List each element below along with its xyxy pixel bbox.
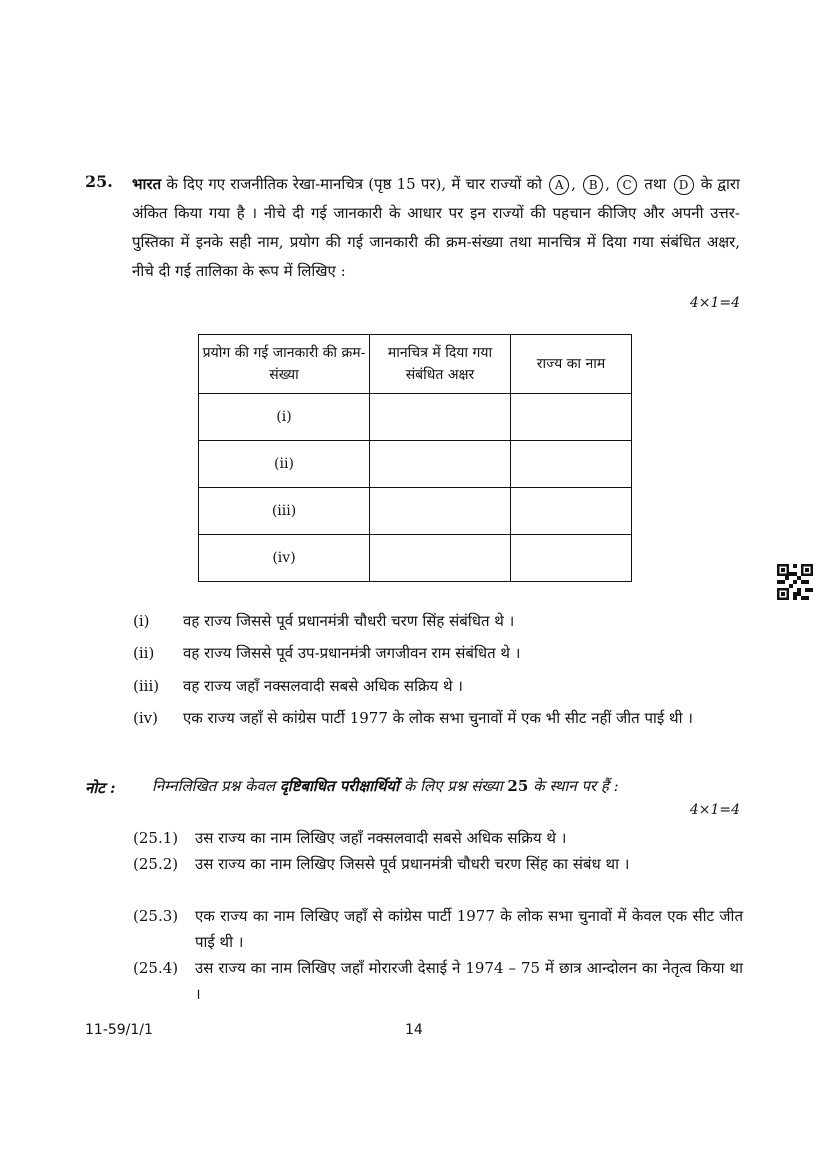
table-cell-state [511,488,632,535]
page-number: 14 [405,1022,423,1038]
note-text-mid: के लिए प्रश्न संख्या [403,777,503,795]
paper-code: 11-59/1/1 [85,1022,153,1038]
list-item [133,607,743,636]
sub-question-text: एक राज्य का नाम लिखिए जहाँ से कांग्रेस पार्टी 1977 के लोक सभा चुनावों में केवल एक सीट जीत पाई थी । [195,907,743,951]
question-text-3: के द्वारा अंकित किया गया है । नीचे दी गई जानकारी के आधार पर इन राज्यों की पहचान कीजिए और अपनी उत्तर-पुस्तिका में इनके सही नाम, प्रयोग की गई जानकारी की क्रम-संख्या तथा मानचित्र में दिया गया संबंधित अक्षर, नीचे दी गई तालिका के रूप में लिखिए : [132,175,740,280]
table-cell-letter [370,488,511,535]
qr-code-icon [777,563,813,601]
note-question-number: 25 [507,777,529,795]
list-item-text: वह राज्य जिससे पूर्व प्रधानमंत्री चौधरी चरण सिंह संबंधित थे । [183,612,515,630]
list-item-label: (iii) [133,677,160,695]
question-text-2: तथा [644,175,667,193]
table-row [199,441,632,488]
table-cell-state [511,535,632,582]
table-cell-serial: (iv) [199,535,370,582]
list-item-text: वह राज्य जिससे पूर्व उप-प्रधानमंत्री जगजीवन राम संबंधित थे । [183,644,521,662]
circled-letter-b: B [583,175,603,195]
table-header-state: राज्य का नाम [511,335,632,394]
answer-table [198,334,632,582]
list-item-text: वह राज्य जहाँ नक्सलवादी सबसे अधिक सक्रिय थे । [183,677,463,695]
sub-question [133,903,743,955]
sub-question-label: (25.1) [133,829,179,847]
list-item-text: एक राज्य जहाँ से कांग्रेस पार्टी 1977 के लोक सभा चुनावों में एक भी सीट नहीं जीत पाई थी । [183,709,693,727]
sub-question-text: उस राज्य का नाम लिखिए जहाँ मोरारजी देसाई ने 1974 – 75 में छात्र आन्दोलन का नेतृत्व किया था । [195,959,743,1003]
table-header-letter: मानचित्र में दिया गया संबंधित अक्षर [370,335,511,394]
question-number: 25. [85,172,113,191]
table-cell-serial: (iii) [199,488,370,535]
table-cell-state [511,441,632,488]
sub-question-label: (25.2) [133,855,179,873]
circled-letter-d: D [674,175,694,195]
list-item [133,672,743,701]
question-marks: 4×1=4 [689,295,740,311]
list-item [133,704,743,762]
question-bold-word: भारत [132,175,162,193]
sub-question [133,851,743,903]
note-text [152,774,742,798]
note-label: नोट : [85,779,116,797]
sub-question-label: (25.4) [133,959,179,977]
table-cell-letter [370,535,511,582]
note-text-bold: दृष्टिबाधित परीक्षार्थियों [279,777,400,795]
table-row [199,488,632,535]
table-row [199,535,632,582]
list-item [133,639,743,668]
sub-question-label: (25.3) [133,907,179,925]
question-text-1: के दिए गए राजनीतिक रेखा-मानचित्र (पृष्ठ 15 पर), में चार राज्यों को [166,175,542,193]
table-header-serial: प्रयोग की गई जानकारी की क्रम-संख्या [199,335,370,394]
circled-letter-a: A [549,175,569,195]
sub-question-text: उस राज्य का नाम लिखिए जहाँ नक्सलवादी सबसे अधिक सक्रिय थे । [195,829,567,847]
note-text-pre: निम्नलिखित प्रश्न केवल [152,777,276,795]
table-cell-letter [370,394,511,441]
table-cell-serial: (ii) [199,441,370,488]
sub-question [133,825,743,851]
circled-letter-c: C [617,175,637,195]
list-item-label: (ii) [133,644,155,662]
table-header-row [199,335,632,394]
sub-question [133,955,743,1007]
table-cell-state [511,394,632,441]
note-text-post: के स्थान पर हैं : [533,777,619,795]
question-text: भारत के दिए गए राजनीतिक रेखा-मानचित्र (पृष्ठ 15 पर), में चार राज्यों को A , B , C तथा D के द्वारा अंकित किया गया है । नीचे दी गई जानकारी के आधार पर इन राज्यों की पहचान कीजिए और अपनी उत्तर-पुस्तिका में इनके सही नाम, प्रयोग की गई जानकारी की क्रम-संख्या तथा मानचित्र में दिया गया संबंधित अक्षर, नीचे दी गई तालिका के रूप में लिखिए : [132,175,740,280]
note-marks: 4×1=4 [689,802,740,818]
list-item-label: (i) [133,612,150,630]
list-item-label: (iv) [133,709,158,727]
table-cell-letter [370,441,511,488]
table-cell-serial: (i) [199,394,370,441]
sub-question-text: उस राज्य का नाम लिखिए जिससे पूर्व प्रधानमंत्री चौधरी चरण सिंह का संबंध था । [195,855,630,873]
table-row [199,394,632,441]
